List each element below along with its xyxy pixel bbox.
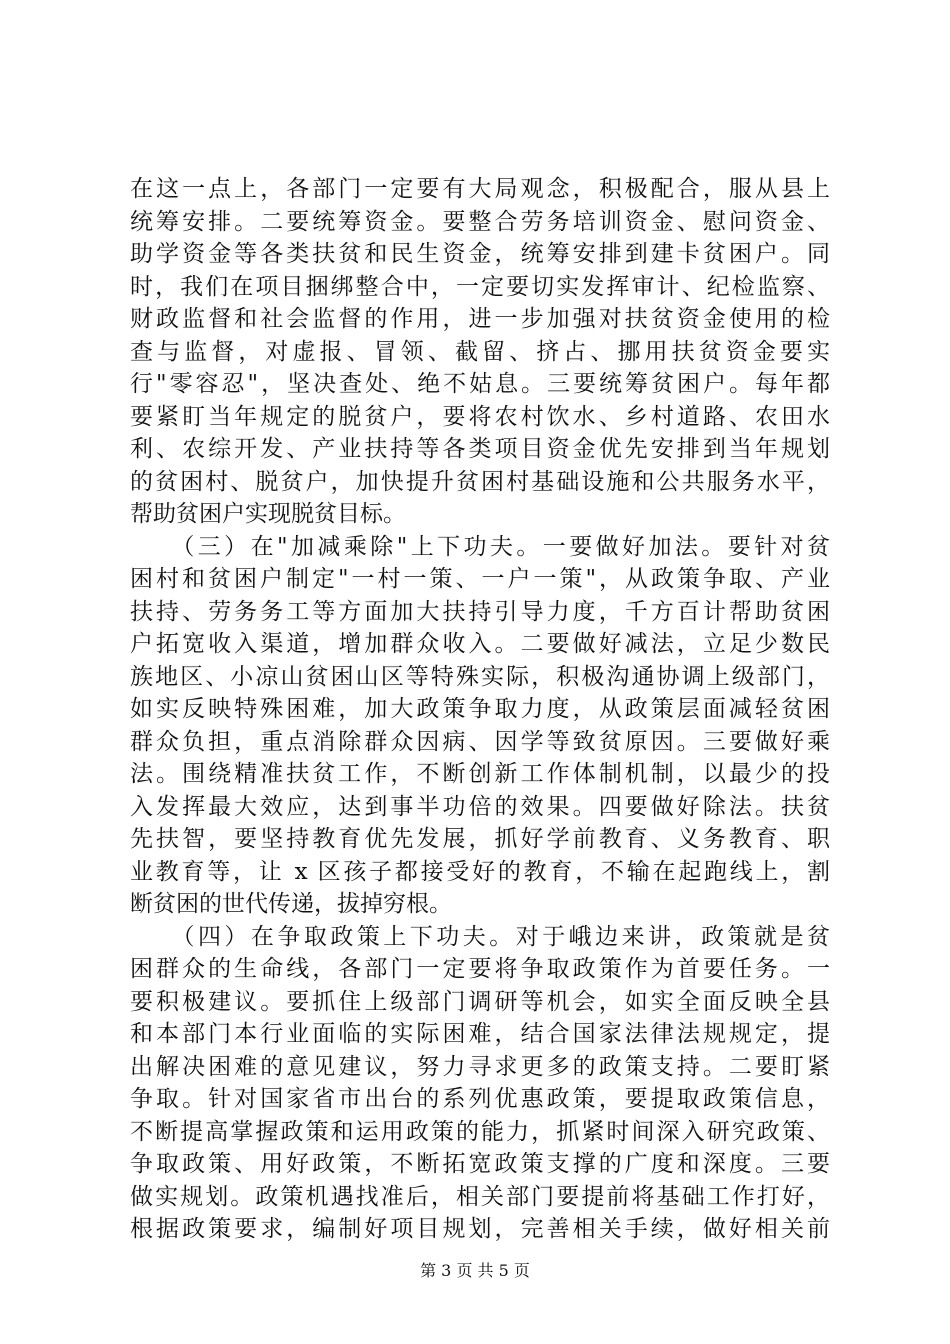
- text-line: 做实规划。政策机遇找准后，相关部门要提前将基础工作打好，: [130, 1183, 830, 1210]
- document-body: [130, 173, 830, 1246]
- text-line: 困村和贫困户制定"一村一策、一户一策"，从政策争取、产业: [130, 566, 830, 592]
- text-line: 困群众的生命线，各部门一定要将争取政策作为首要任务。一: [130, 956, 830, 982]
- text-line: 行"零容忍"，坚决查处、绝不姑息。三要统筹贫困户。每年都: [130, 371, 830, 397]
- text-line: 争取政策、用好政策，不断拓宽政策支撑的广度和深度。三要: [130, 1151, 830, 1177]
- text-line: 在这一点上，各部门一定要有大局观念，积极配合，服从县上: [130, 176, 830, 202]
- text-line: 统筹安排。二要统筹资金。要整合劳务培训资金、慰问资金、: [130, 208, 830, 235]
- text-line: 助学资金等各类扶贫和民生资金，统筹安排到建卡贫困户。同: [130, 241, 830, 267]
- text-line: 财政监督和社会监督的作用，进一步加强对扶贫资金使用的检: [130, 306, 830, 332]
- text-line: （四）在争取政策上下功夫。对于峨边来讲，政策就是贫: [130, 923, 830, 950]
- text-line: 法。围绕精准扶贫工作，不断创新工作体制机制，以最少的投: [130, 761, 830, 787]
- text-line: 出解决困难的意见建议，努力寻求更多的政策支持。二要盯紧: [130, 1053, 830, 1080]
- text-line: 根据政策要求，编制好项目规划，完善相关手续，做好相关前: [130, 1216, 830, 1242]
- page-number-footer: 第 3 页 共 5 页: [420, 1261, 530, 1280]
- text-line: 族地区、小凉山贫困山区等特殊实际，积极沟通协调上级部门，: [130, 663, 830, 690]
- text-line: 群众负担，重点消除群众因病、因学等致贫原因。三要做好乘: [130, 728, 830, 755]
- text-line: 帮助贫困户实现脱贫目标。: [130, 501, 406, 527]
- text-line: 如实反映特殊困难，加大政策争取力度，从政策层面减轻贫困: [130, 696, 830, 722]
- text-line: 争取。针对国家省市出台的系列优惠政策，要提取政策信息，: [130, 1086, 830, 1112]
- text-line: 要紧盯当年规定的脱贫户，要将农村饮水、乡村道路、农田水: [130, 403, 830, 430]
- text-line: 业教育等，让 x 区孩子都接受好的教育，不输在起跑线上，割: [130, 858, 830, 885]
- text-line: （三）在"加减乘除"上下功夫。一要做好加法。要针对贫: [130, 533, 830, 560]
- text-line: 入发挥最大效应，达到事半功倍的效果。四要做好除法。扶贫: [130, 793, 830, 820]
- text-line: 时，我们在项目捆绑整合中，一定要切实发挥审计、纪检监察、: [130, 273, 830, 300]
- text-line: 的贫困村、脱贫户，加快提升贫困村基础设施和公共服务水平，: [130, 468, 830, 495]
- text-line: 和本部门本行业面临的实际困难，结合国家法律法规规定，提: [130, 1021, 830, 1047]
- text-line: 户拓宽收入渠道，增加群众收入。二要做好减法，立足少数民: [130, 631, 830, 657]
- text-line: 扶持、劳务务工等方面加大扶持引导力度，千方百计帮助贫困: [130, 598, 830, 625]
- text-line: 断贫困的世代传递，拔掉穷根。: [130, 891, 452, 917]
- text-line: 先扶智，要坚持教育优先发展，抓好学前教育、义务教育、职: [130, 826, 830, 852]
- text-line: 要积极建议。要抓住上级部门调研等机会，如实全面反映全县: [130, 988, 830, 1015]
- text-line: 不断提高掌握政策和运用政策的能力，抓紧时间深入研究政策、: [130, 1118, 830, 1145]
- text-line: 查与监督，对虚报、冒领、截留、挤占、挪用扶贫资金要实: [130, 338, 830, 365]
- text-line: 利、农综开发、产业扶持等各类项目资金优先安排到当年规划: [130, 436, 830, 462]
